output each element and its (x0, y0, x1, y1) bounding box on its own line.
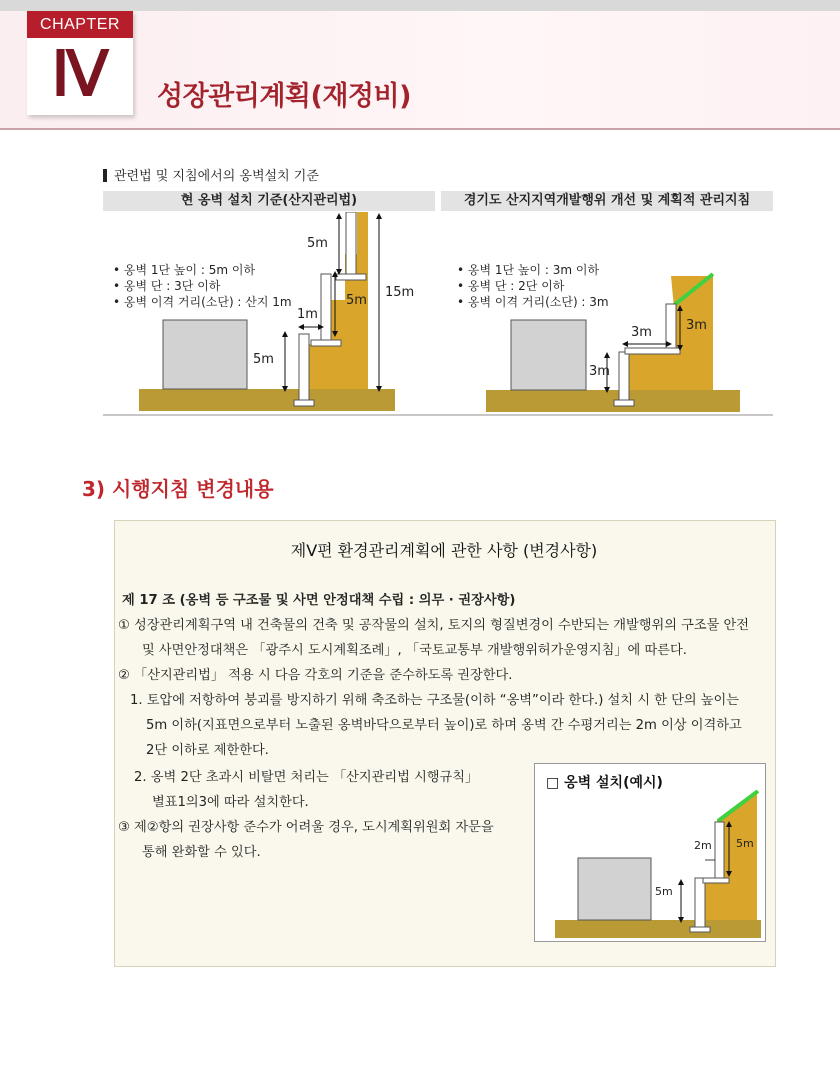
chapter-label: CHAPTER (27, 11, 133, 38)
left-panel-heading: 현 옹벽 설치 기준(산지관리법) (103, 191, 435, 211)
right-retaining-wall-diagram (441, 212, 773, 414)
item-2-line-1: 2. 옹벽 2단 초과시 비탈면 처리는 「산지관리법 시행규칙」 (134, 770, 479, 785)
example-ground (555, 920, 761, 938)
left-wall-3 (346, 212, 356, 278)
right-bullet-3: • 옹벽 이격 거리(소단) : 3m (457, 295, 609, 309)
right-bullet-1: • 옹벽 1단 높이 : 3m 이하 (457, 263, 600, 277)
item-1-line-1: 1. 토압에 저항하여 붕괴를 방지하기 위해 축조하는 구조물(이하 “옹벽”이라 한다.) 설치 시 한 단의 높이는 (130, 693, 739, 708)
right-label-step: 3m (631, 325, 652, 340)
left-bullet-2: • 옹벽 단 : 3단 이하 (113, 279, 221, 293)
item-2-line-2: 별표1의3에 따라 설치한다. (152, 795, 309, 810)
right-wall-1-footing (614, 400, 634, 406)
right-label-lower: 3m (589, 364, 610, 379)
page-title: 성장관리계획(재정비) (157, 81, 411, 112)
article-heading: 제 17 조 (옹벽 등 구조물 및 사면 안정대책 수립 : 의무 · 권장사항) (122, 593, 516, 608)
right-wall-1 (619, 352, 629, 404)
clause-3-line-2: 통해 완화할 수 있다. (142, 845, 261, 860)
right-label-upper: 3m (686, 318, 707, 333)
example-wall-2 (715, 822, 724, 880)
right-wall-2-footing (625, 348, 680, 354)
left-wall-2 (321, 274, 331, 344)
example-wall-1 (695, 878, 705, 930)
example-title: □ 옹벽 설치(예시) (546, 775, 663, 791)
left-label-total: 15m (385, 285, 415, 300)
left-wall-1 (299, 334, 309, 404)
top-bar (0, 0, 840, 11)
left-label-middle: 5m (346, 293, 367, 308)
right-ground (486, 390, 740, 412)
left-building (163, 320, 247, 389)
left-retaining-wall-diagram (103, 212, 435, 414)
figure-caption (103, 165, 319, 184)
item-1-line-2: 5m 이하(지표면으로부터 노출된 옹벽바닥으로부터 높이)로 하며 옹벽 간 수평거리는 2m 이상 이격하고 (146, 718, 742, 733)
right-building (511, 320, 586, 390)
left-label-step: 1m (297, 307, 318, 322)
left-bullet-1: • 옹벽 1단 높이 : 5m 이하 (113, 263, 256, 277)
clause-2: ② 「산지관리법」 적용 시 다음 각호의 기준을 준수하도록 권장한다. (118, 668, 513, 683)
left-wall-3-footing (336, 274, 366, 280)
clause-1-line-2: 및 사면안정대책은 「광주시 도시계획조례」, 「국토교통부 개발행위허가운영지침」에 따른다. (142, 643, 687, 658)
clause-1-line-1: ① 성장관리계획구역 내 건축물의 건축 및 공작물의 설치, 토지의 형질변경이 수반되는 개발행위의 구조물 안전 (118, 618, 750, 633)
right-wall-2 (666, 304, 676, 352)
left-label-bottom: 5m (253, 352, 274, 367)
left-label-top: 5m (307, 236, 328, 251)
example-wall-2-footing (703, 878, 729, 883)
example-wall-diagram (535, 790, 763, 940)
example-building (578, 858, 651, 920)
item-1-line-3: 2단 이하로 제한한다. (146, 743, 269, 758)
figure-bottom-line (103, 414, 773, 416)
left-wall-2-footing (311, 340, 341, 346)
header-divider (0, 128, 840, 130)
right-bullet-2: • 옹벽 단 : 2단 이하 (457, 279, 565, 293)
example-wall-1-footing (690, 927, 710, 932)
example-label-step: 2m (694, 839, 712, 852)
example-soil-slope (703, 790, 757, 920)
clause-3-line-1: ③ 제②항의 권장사항 준수가 어려울 경우, 도시계획위원회 자문을 (118, 820, 494, 835)
chapter-number: Ⅳ (51, 40, 109, 109)
figure-caption-text: 관련법 및 지침에서의 옹벽설치 기준 (114, 169, 319, 184)
example-label-lower: 5m (655, 885, 673, 898)
left-bullet-3: • 옹벽 이격 거리(소단) : 산지 1m (113, 295, 292, 309)
left-ground (139, 389, 395, 411)
right-panel-heading: 경기도 산지지역개발행위 개선 및 계획적 관리지침 (441, 191, 773, 211)
left-wall-1-footing (294, 400, 314, 406)
example-label-upper: 5m (736, 837, 754, 850)
section-heading: 3) 시행지침 변경내용 (82, 477, 274, 501)
box-title: 제Ⅴ편 환경관리계획에 관한 사항 (변경사항) (290, 541, 598, 560)
